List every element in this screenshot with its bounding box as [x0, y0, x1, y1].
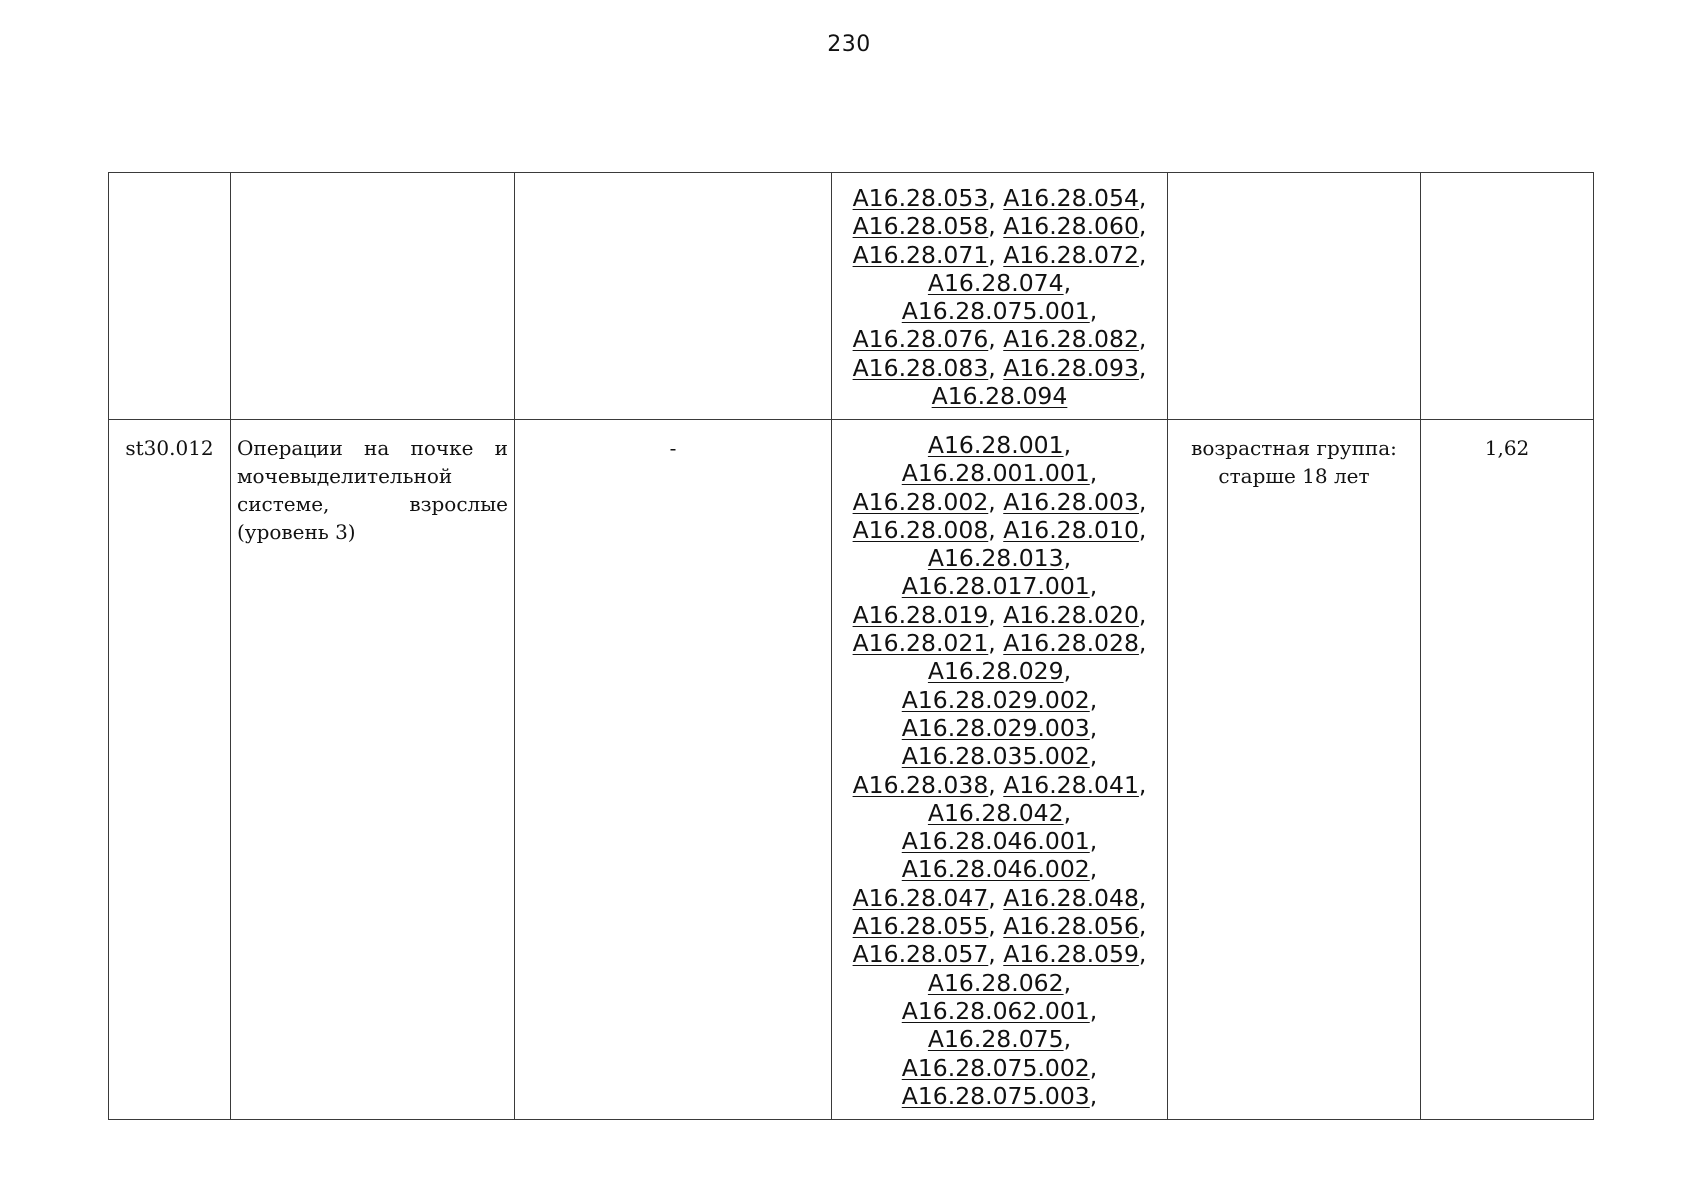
service-line	[836, 884, 1163, 912]
service-line	[836, 184, 1163, 212]
group-name-cell	[231, 173, 515, 420]
service-code-link[interactable]: A16.28.010	[1003, 515, 1139, 544]
separator: ,	[1138, 940, 1147, 969]
separator: ,	[1138, 883, 1147, 912]
service-line	[836, 354, 1163, 382]
service-code-link[interactable]: A16.28.062	[927, 968, 1064, 997]
service-code-link[interactable]: A16.28.041	[1003, 770, 1139, 799]
service-code-link[interactable]: A16.28.072	[1003, 240, 1139, 269]
service-line	[836, 855, 1163, 883]
service-code-link[interactable]: A16.28.062.001	[901, 996, 1090, 1025]
service-code-link[interactable]: A16.28.002	[852, 487, 989, 516]
name-line	[237, 518, 508, 546]
service-line	[836, 799, 1163, 827]
separator: ,	[1138, 629, 1147, 658]
service-code-link[interactable]: A16.28.047	[852, 883, 989, 912]
separator: ,	[1138, 240, 1147, 269]
service-code-link[interactable]: A16.28.029.002	[901, 685, 1090, 714]
service-line	[836, 714, 1163, 742]
separator: ,	[988, 940, 1004, 969]
service-codes-list	[836, 431, 1163, 1110]
separator: ,	[1138, 515, 1147, 544]
service-code-link[interactable]: A16.28.008	[852, 515, 989, 544]
criterion-cell	[1168, 173, 1421, 420]
services-cell	[832, 420, 1168, 1120]
separator: ,	[1089, 459, 1098, 488]
separator: ,	[1089, 713, 1098, 742]
service-code-link[interactable]: A16.28.075.003	[901, 1081, 1090, 1110]
service-line	[836, 997, 1163, 1025]
service-line	[836, 940, 1163, 968]
service-code-link[interactable]: A16.28.083	[852, 353, 989, 382]
service-code-link[interactable]: A16.28.060	[1003, 212, 1139, 241]
name-word: (уровень 3)	[237, 520, 356, 544]
coefficient-cell: 1,62	[1421, 420, 1594, 1120]
separator: ,	[1063, 431, 1072, 459]
service-code-link[interactable]: A16.28.082	[1003, 325, 1139, 354]
separator: ,	[1138, 325, 1147, 354]
service-code-link[interactable]: A16.28.055	[852, 912, 989, 941]
code-cell: st30.012	[109, 420, 231, 1120]
separator: ,	[1063, 1025, 1072, 1054]
group-name-cell	[231, 420, 515, 1120]
service-code-link[interactable]: A16.28.075.002	[901, 1053, 1090, 1082]
separator: ,	[1089, 1053, 1098, 1082]
separator: ,	[988, 240, 1004, 269]
service-code-link[interactable]: A16.28.071	[852, 240, 989, 269]
service-line	[836, 1025, 1163, 1053]
separator: ,	[1089, 1081, 1098, 1110]
group-name-text	[237, 434, 508, 546]
service-code-link[interactable]: A16.28.059	[1003, 940, 1139, 969]
separator: ,	[1063, 657, 1072, 686]
separator: ,	[1063, 968, 1072, 997]
separator: ,	[1089, 572, 1098, 601]
separator: ,	[988, 487, 1004, 516]
service-line	[836, 969, 1163, 997]
separator: ,	[1138, 600, 1147, 629]
separator: ,	[988, 770, 1004, 799]
service-line	[836, 516, 1163, 544]
separator: ,	[1089, 827, 1098, 856]
separator: ,	[1138, 184, 1147, 212]
separator: ,	[1089, 855, 1098, 884]
service-line	[836, 629, 1163, 657]
service-code-link[interactable]: A16.28.020	[1003, 600, 1139, 629]
service-codes-list	[836, 184, 1163, 410]
separator: ,	[1138, 212, 1147, 241]
separator: ,	[1089, 996, 1098, 1025]
service-code-link[interactable]: A16.28.046.002	[901, 855, 1090, 884]
diagnosis-cell: -	[515, 420, 832, 1120]
service-code-link[interactable]: A16.28.038	[852, 770, 989, 799]
separator: ,	[988, 353, 1004, 382]
separator: ,	[1063, 268, 1072, 297]
separator: ,	[988, 184, 1004, 212]
service-code-link[interactable]: A16.28.075.001	[901, 297, 1090, 326]
separator: ,	[1138, 770, 1147, 799]
service-code-link[interactable]: A16.28.042	[927, 798, 1064, 827]
service-line	[836, 912, 1163, 940]
name-line	[237, 434, 508, 462]
service-code-link[interactable]: A16.28.057	[852, 940, 989, 969]
text-line: старше 18 лет	[1218, 464, 1370, 488]
separator: ,	[1138, 487, 1147, 516]
service-line	[836, 297, 1163, 325]
separator: ,	[1089, 742, 1098, 771]
service-code-link[interactable]: A16.28.021	[852, 629, 989, 658]
service-line	[836, 742, 1163, 770]
name-word: и	[494, 436, 508, 460]
service-line	[836, 572, 1163, 600]
page-number: 230	[827, 32, 871, 57]
service-line	[836, 269, 1163, 297]
service-line	[836, 657, 1163, 685]
coefficient-cell	[1421, 173, 1594, 420]
separator: ,	[1089, 685, 1098, 714]
service-code-link[interactable]: A16.28.028	[1003, 629, 1139, 658]
separator: ,	[988, 515, 1004, 544]
diagnosis-cell	[515, 173, 832, 420]
service-line	[836, 212, 1163, 240]
service-code-link[interactable]: A16.28.075	[927, 1025, 1064, 1054]
service-line	[836, 601, 1163, 629]
service-code-link[interactable]: A16.28.058	[852, 212, 989, 241]
service-code-link[interactable]: A16.28.074	[927, 268, 1064, 297]
service-code-link[interactable]: A16.28.001	[927, 431, 1064, 459]
service-line	[836, 1082, 1163, 1110]
service-code-link[interactable]: A16.28.003	[1003, 487, 1139, 516]
table-row-st30-012	[109, 420, 1594, 1120]
separator: ,	[1063, 798, 1072, 827]
service-line	[836, 686, 1163, 714]
criterion-cell	[1168, 420, 1421, 1120]
service-line	[836, 771, 1163, 799]
separator: ,	[988, 912, 1004, 941]
service-code-link[interactable]: A16.28.093	[1003, 353, 1139, 382]
service-line	[836, 241, 1163, 269]
separator: ,	[1138, 353, 1147, 382]
separator: ,	[988, 325, 1004, 354]
service-code-link[interactable]: A16.28.046.001	[901, 827, 1090, 856]
name-word: мочевыделительной	[237, 464, 453, 488]
service-line	[836, 431, 1163, 459]
separator: ,	[1063, 544, 1072, 573]
service-code-link[interactable]: A16.28.017.001	[901, 572, 1090, 601]
table-row-continuation	[109, 173, 1594, 420]
service-line	[836, 1054, 1163, 1082]
text-line: возрастная группа:	[1191, 436, 1397, 460]
name-word: взрослые	[409, 492, 508, 516]
service-code-link[interactable]: A16.28.001.001	[901, 459, 1090, 488]
name-word: почке	[410, 436, 474, 460]
separator: ,	[988, 212, 1004, 241]
name-line	[237, 490, 508, 518]
service-code-link[interactable]: A16.28.019	[852, 600, 989, 629]
service-line	[836, 325, 1163, 353]
separator: ,	[988, 883, 1004, 912]
service-line	[836, 827, 1163, 855]
tariff-table	[108, 172, 1594, 1120]
name-word: Операции	[237, 436, 343, 460]
service-line	[836, 459, 1163, 487]
name-word: системе,	[237, 492, 330, 516]
service-code-link[interactable]: A16.28.013	[927, 544, 1064, 573]
service-code-link[interactable]: A16.28.076	[852, 325, 989, 354]
service-code-link[interactable]: A16.28.029	[927, 657, 1064, 686]
service-code-link[interactable]: A16.28.094	[931, 382, 1068, 411]
name-line	[237, 462, 508, 490]
service-code-link[interactable]: A16.28.054	[1003, 184, 1139, 212]
separator: ,	[1138, 912, 1147, 941]
service-code-link[interactable]: A16.28.035.002	[901, 742, 1090, 771]
criterion-text	[1168, 434, 1420, 490]
separator: ,	[988, 600, 1004, 629]
service-code-link[interactable]: A16.28.056	[1003, 912, 1139, 941]
name-word: на	[364, 436, 390, 460]
separator: ,	[1089, 297, 1098, 326]
service-code-link[interactable]: A16.28.053	[852, 184, 989, 212]
service-line	[836, 488, 1163, 516]
separator: ,	[988, 629, 1004, 658]
services-cell	[832, 173, 1168, 420]
service-code-link[interactable]: A16.28.048	[1003, 883, 1139, 912]
service-line	[836, 544, 1163, 572]
code-cell	[109, 173, 231, 420]
service-line	[836, 382, 1163, 410]
service-code-link[interactable]: A16.28.029.003	[901, 713, 1090, 742]
